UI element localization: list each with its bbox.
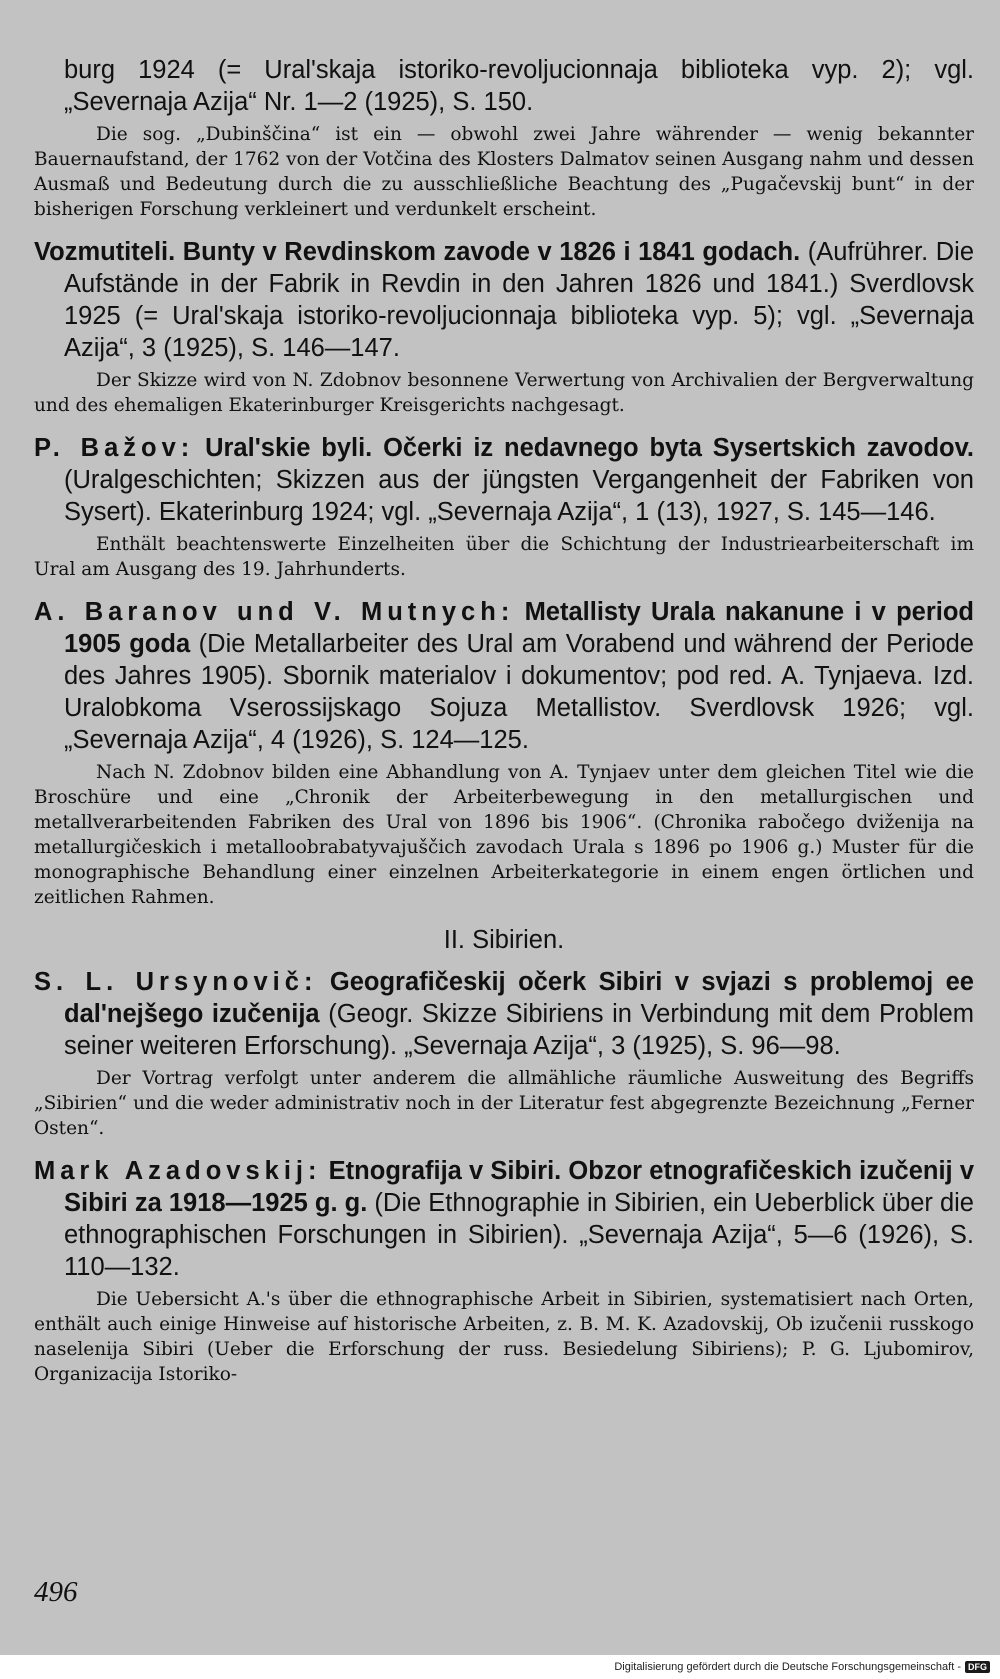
bibliography-entry (34, 432, 974, 582)
entry-details: (Uralgeschichten; Skizzen aus der jüngsten Vergangenheit der Fabriken von Sysert). Ekaterinburg 1924; vgl. „Severnaja Azija“, 1 (13), 1927, S. 145—146. (64, 466, 974, 526)
entry-title: Ural'skie byli. Očerki iz nedavnego byta Sysertskich zavodov. (205, 434, 974, 462)
entry-title: Geografičeskij očerk Sibiri v svjazi s problemoj ee dal'nejšego izučenija (64, 968, 974, 1028)
entry-title: Etnografija v Sibiri. Obzor etnografičeskich izučenij v Sibiri za 1918—1925 g. g. (64, 1157, 975, 1217)
entry-annotation: Der Vortrag verfolgt unter anderem die allmähliche räumliche Ausweitung des Begriffs „Sibirien“ und die weder administrativ noch in der Literatur fest abgegrenzte Bezeichnung „Ferner Osten“. (34, 1068, 974, 1139)
entry-heading (34, 432, 974, 528)
entry-annotation: Nach N. Zdobnov bilden eine Abhandlung von A. Tynjaev unter dem gleichen Titel wie die Broschüre und eine „Chronik der Arbeiterbewegung in den metallurgischen und metallverarbeitenden Fabriken des Ural von 1896 bis 1906“. (Chronika rabočego dviženija na metallurgičeskich i metalloobrabatyvajuščich zavodach Urala s 1896 po 1906 g.) Muster für die monographische Behandlung einer einzelnen Arbeiterkategorie in einem engen örtlichen und zeitlichen Rahmen. (34, 762, 974, 908)
entry-annotation: Der Skizze wird von N. Zdobnov besonnene Verwertung von Archivalien der Bergverwaltung und des ehemaligen Ekaterinburger Kreisgerichts nachgesagt. (34, 370, 974, 416)
page-body (34, 54, 974, 1401)
entry-heading (34, 236, 974, 364)
bibliography-entry (34, 966, 974, 1141)
entry-details: (Die Metallarbeiter des Ural am Vorabend und während der Periode des Jahres 1905). Sbornik materialov i dokumentov; pod red. A. Tynjaeva. Izd. Uralobkoma Vserossijskago Sojuza Metallistov. Sverdlovsk 1926; vgl. „Severnaja Azija“, 4 (1926), S. 124—125. (64, 630, 974, 754)
entry-author: S. L. Ursynovič: (34, 968, 318, 996)
continuation-text: burg 1924 (= Ural'skaja istoriko-revoljucionnaja biblioteka vyp. 2); vgl. „Severnaja Azija“ Nr. 1—2 (1925), S. 150. (64, 56, 974, 116)
entry-details: (Geogr. Skizze Sibiriens in Verbindung mit dem Problem seiner weiteren Erforschung). „Severnaja Azija“, 3 (1925), S. 96—98. (64, 1000, 975, 1060)
entry-heading (34, 596, 974, 756)
section-heading: II. Sibirien. (443, 926, 565, 954)
entry-author: P. Bažov: (34, 434, 195, 462)
page-number: 496 (34, 1576, 78, 1608)
continuation-block (34, 54, 974, 222)
entry-details: (Die Ethnographie in Sibirien, ein Ueberblick über die ethnographischen Forschungen in Sibirien). „Severnaja Azija“, 5—6 (1926), S. 110—132. (64, 1189, 974, 1281)
entry-heading (34, 966, 974, 1062)
bibliography-entry (34, 236, 974, 418)
footer-text: Digitalisierung gefördert durch die Deutsche Forschungsgemeinschaft - (614, 1661, 961, 1673)
entry-title: Bunty v Revdinskom zavode v 1826 i 1841 godach. (182, 238, 801, 266)
entry-author: Mark Azadovskij: (34, 1157, 322, 1185)
bibliography-entry (34, 596, 974, 910)
entry-annotation: Enthält beachtenswerte Einzelheiten über die Schichtung der Industriearbeiterschaft im Ural am Ausgang des 19. Jahrhunderts. (34, 534, 974, 580)
entry-details: (Aufrührer. Die Aufstände in der Fabrik in Revdin in den Jahren 1826 und 1841.) Sverdlovsk 1925 (= Ural'skaja istoriko-revoljucionnaja biblioteka vyp. 5); vgl. „Severnaja Azija“, 3 (1925), S. 146—147. (64, 238, 975, 362)
entry-author: A. Baranov und V. Mutnych: (34, 598, 515, 626)
bibliography-entry (34, 1155, 974, 1387)
dfg-logo: DFG (965, 1661, 990, 1673)
entry-author: Vozmutiteli. (34, 238, 176, 266)
entry-heading (34, 1155, 974, 1283)
digitization-footer (614, 1661, 990, 1673)
entry-annotation: Die Uebersicht A.'s über die ethnographische Arbeit in Sibirien, systematisiert nach Orten, enthält auch einige Hinweise auf historische Arbeiten, z. B. M. K. Azadovskij, Ob izučenii russkogo naselenija Sibiri (Ueber die Erforschung der russ. Besiedelung Sibiriens); P. G. Ljubomirov, Organizacija Istoriko- (34, 1289, 974, 1385)
continuation-annotation: Die sog. „Dubinščina“ ist ein — obwohl zwei Jahre währender — wenig bekannter Bauernaufstand, der 1762 von der Votčina des Klosters Dalmatov seinen Ausgang nahm und dessen Ausmaß und Bedeutung durch die zu ausschließliche Beachtung des „Pugačevskij bunt“ in der bisherigen Forschung verkleinert und verdunkelt erscheint. (34, 124, 974, 220)
entry-title: Metallisty Urala nakanune i v period 1905 goda (64, 598, 974, 658)
